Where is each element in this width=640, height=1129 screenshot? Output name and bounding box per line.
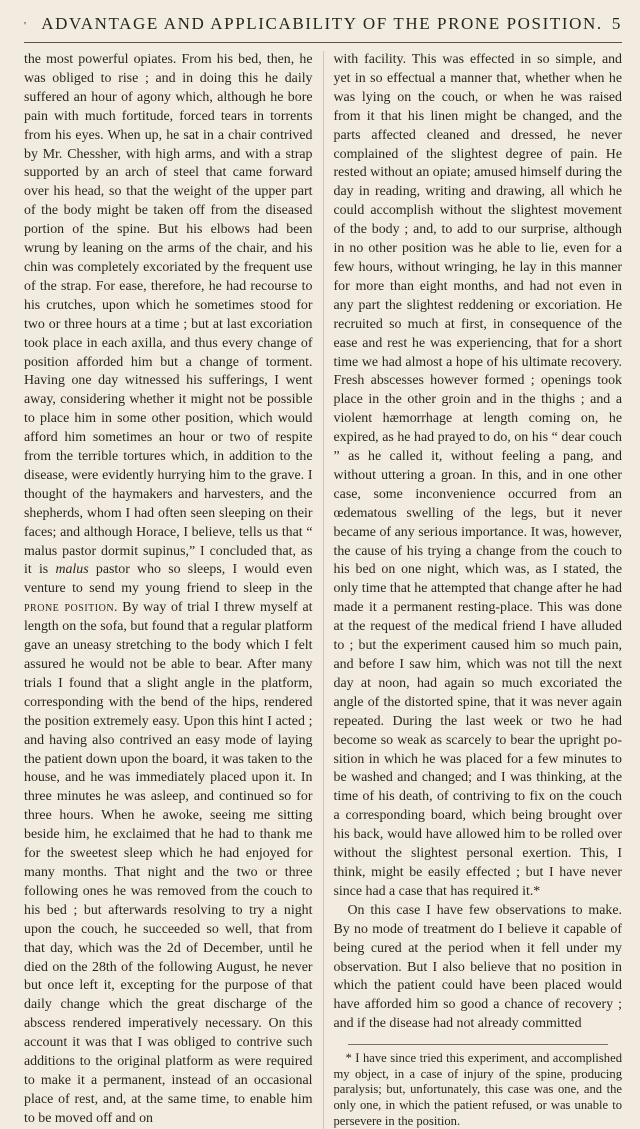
left-text-part-a: the most powerful opiates. From his bed, then, he was obliged to rise ; and in doing this he daily suffered an hour of agony which, although he bore pain with much fortitude, forced tears in torrents from his eyes. When up, he sat in a chair contrived by Mr. Chessher, with high arms, and with a strap supported by an arch of steel that came forward over his head, so that the weight of the upper part of the body might be taken off from the diseased portion of the spine. But his elbows had been wrung by leaning on the arms of the chair, and his chin was completely excoriated by the frequent use of the strap. For ease, therefore, he had recourse to his crutches, upon which he sometimes stood for two or three hours at a time ; but at last excoriation took place in each axilla, and thus every change of position afforded him but a change of torment. Having one day witnessed his sufferings, I went away, considering whether it might not be possible to place him in some other position, which would afford him sometimes an hour or two of respite from the terrible tortures which, in addition to the disease, were evidently hurrying him to the grave. I thought of the haymakers and harvesters, and the shepherds, whom I had often seen sleeping on their faces; and although Horace, I believe, tells us that “ malus pastor dormit supinus,” I concluded that, as it is — [24, 52, 313, 578]
header-mark: ' — [24, 20, 28, 32]
left-italic-word: malus — [55, 562, 89, 578]
footnote — [334, 1051, 623, 1129]
left-text-part-b: pastor who so sleeps, I would even venture to send my young friend to sleep in the — [24, 562, 313, 597]
right-paragraph-2: On this case I have few observations to make. By no mode of treatment do I believe it capable of being cured at the period when it fell under my observation. But I also believe that no position in which the patient could have been placed would have afforded him so good a chance of recovery ; and if the disease had not already committed — [333, 902, 622, 1032]
left-column — [24, 51, 324, 1129]
left-text-part-c: . By way of trial I threw myself at length on the sofa, but found that a regular platform gave an uneasy stretching to the body which I felt assured he would not be able to bear. After many trials I found that a slight angle in the platform, corresponding with the bend of the hips, rendered the position extremely easy. Upon this hint I acted ; and having also contrived an easy mode of laying the patient down upon the board, it was taken to the house, and he was immediately placed upon it. In three minutes he was asleep, and continued so for three hours. When he awoke, seeing me sitting beside him, he exclaimed that he had to thank me for the sweetest sleep which he had enjoyed for many months. That night and the two or three following ones he was removed from the couch to his bed ; but afterwards resolving to try a night upon the couch, he succeeded so well, that from that day, which was the 2d of December, until he died on the 28th of the following August, he never but once left it, excepting for the purpose of that daily change which the great discharge of the abscess rendered imperatively necessary. On this account it was that I was obliged to contrive such additions to the original platform as were required to make it a permanent, instead of an occasional place of rest, and, at the same time, to enable him to be moved off and on — [24, 600, 313, 1126]
header-rule — [24, 42, 622, 43]
running-title: ADVANTAGE AND APPLICABILITY OF THE PRONE POSITION. — [41, 14, 603, 33]
footnote-text: * I have since tried this experiment, and accomplished my object, in a case of injury of the spine, producing paralysis; but, unfortunately, this case was one, and the only one, in which the patient refused, or was unable to persevere in the position. — [333, 1051, 622, 1128]
left-smallcaps-phrase: prone position — [24, 600, 115, 616]
right-paragraph-1: with facility. This was effected in so simple, and yet in so effectual a manner that, whether when he was lying on the couch, or when he was raised from it that his linen might be changed, and the parts affected cleaned and dressed, he never complained of the slightest degree of pain. He rested without an opiate; amused himself during the day in reading, writing and drawing, all which he could accomplish without the slightest movement of the body ; and, to add to our surprise, although in no other position was he able to lie, even for a few hours, without wringing, he lay in this manner for more than eight months, and had not even in any part the slightest reddening or excoriation. He recruited so much at first, in consequence of the ease and rest he was experiencing, that for a short time we had almost a hope of his ultimate recovery. Fresh abscesses however formed ; openings took place in the other groin and in the thighs ; and a violent hæmorrhage at length coming on, he expired, as he had prayed to do, on his “ dear couch ” as he called it, without feeling a pang, and without uttering a groan. In this, and in one other case, some inconvenience occurred from an œdematous swelling of the legs, but it never became of any serious importance. It was, however, the cause of his trying a change from the couch to his bed on one night, which was, as I stated, the only time that he attempted that change after he had made it a permanent resting-place. This was done at the request of the medical friend I have alluded to ; but the experiment caused him so much pain, and before I saw him, which was not till the next day at noon, had again so much excoriated the angle of the distorted spine, that it was never again repeated. During the last week or two he had become so weak as scarcely to bear the upright position in which he was placed for a few minutes to be washed and changed; and I was thinking, at the time of his death, of contriving to fix on the couch a corresponding board, which being brought over his back, would have allowed him to be rolled over without the slightest personal exertion. This, I think, might be easily effected ; but I have never since had a case that has required it.* — [333, 52, 622, 899]
page-number: 5 — [611, 14, 622, 33]
two-column-body — [24, 51, 622, 1129]
right-column — [324, 51, 623, 1129]
left-paragraph — [24, 51, 313, 1129]
footnote-rule — [348, 1044, 608, 1045]
running-header — [24, 14, 622, 40]
